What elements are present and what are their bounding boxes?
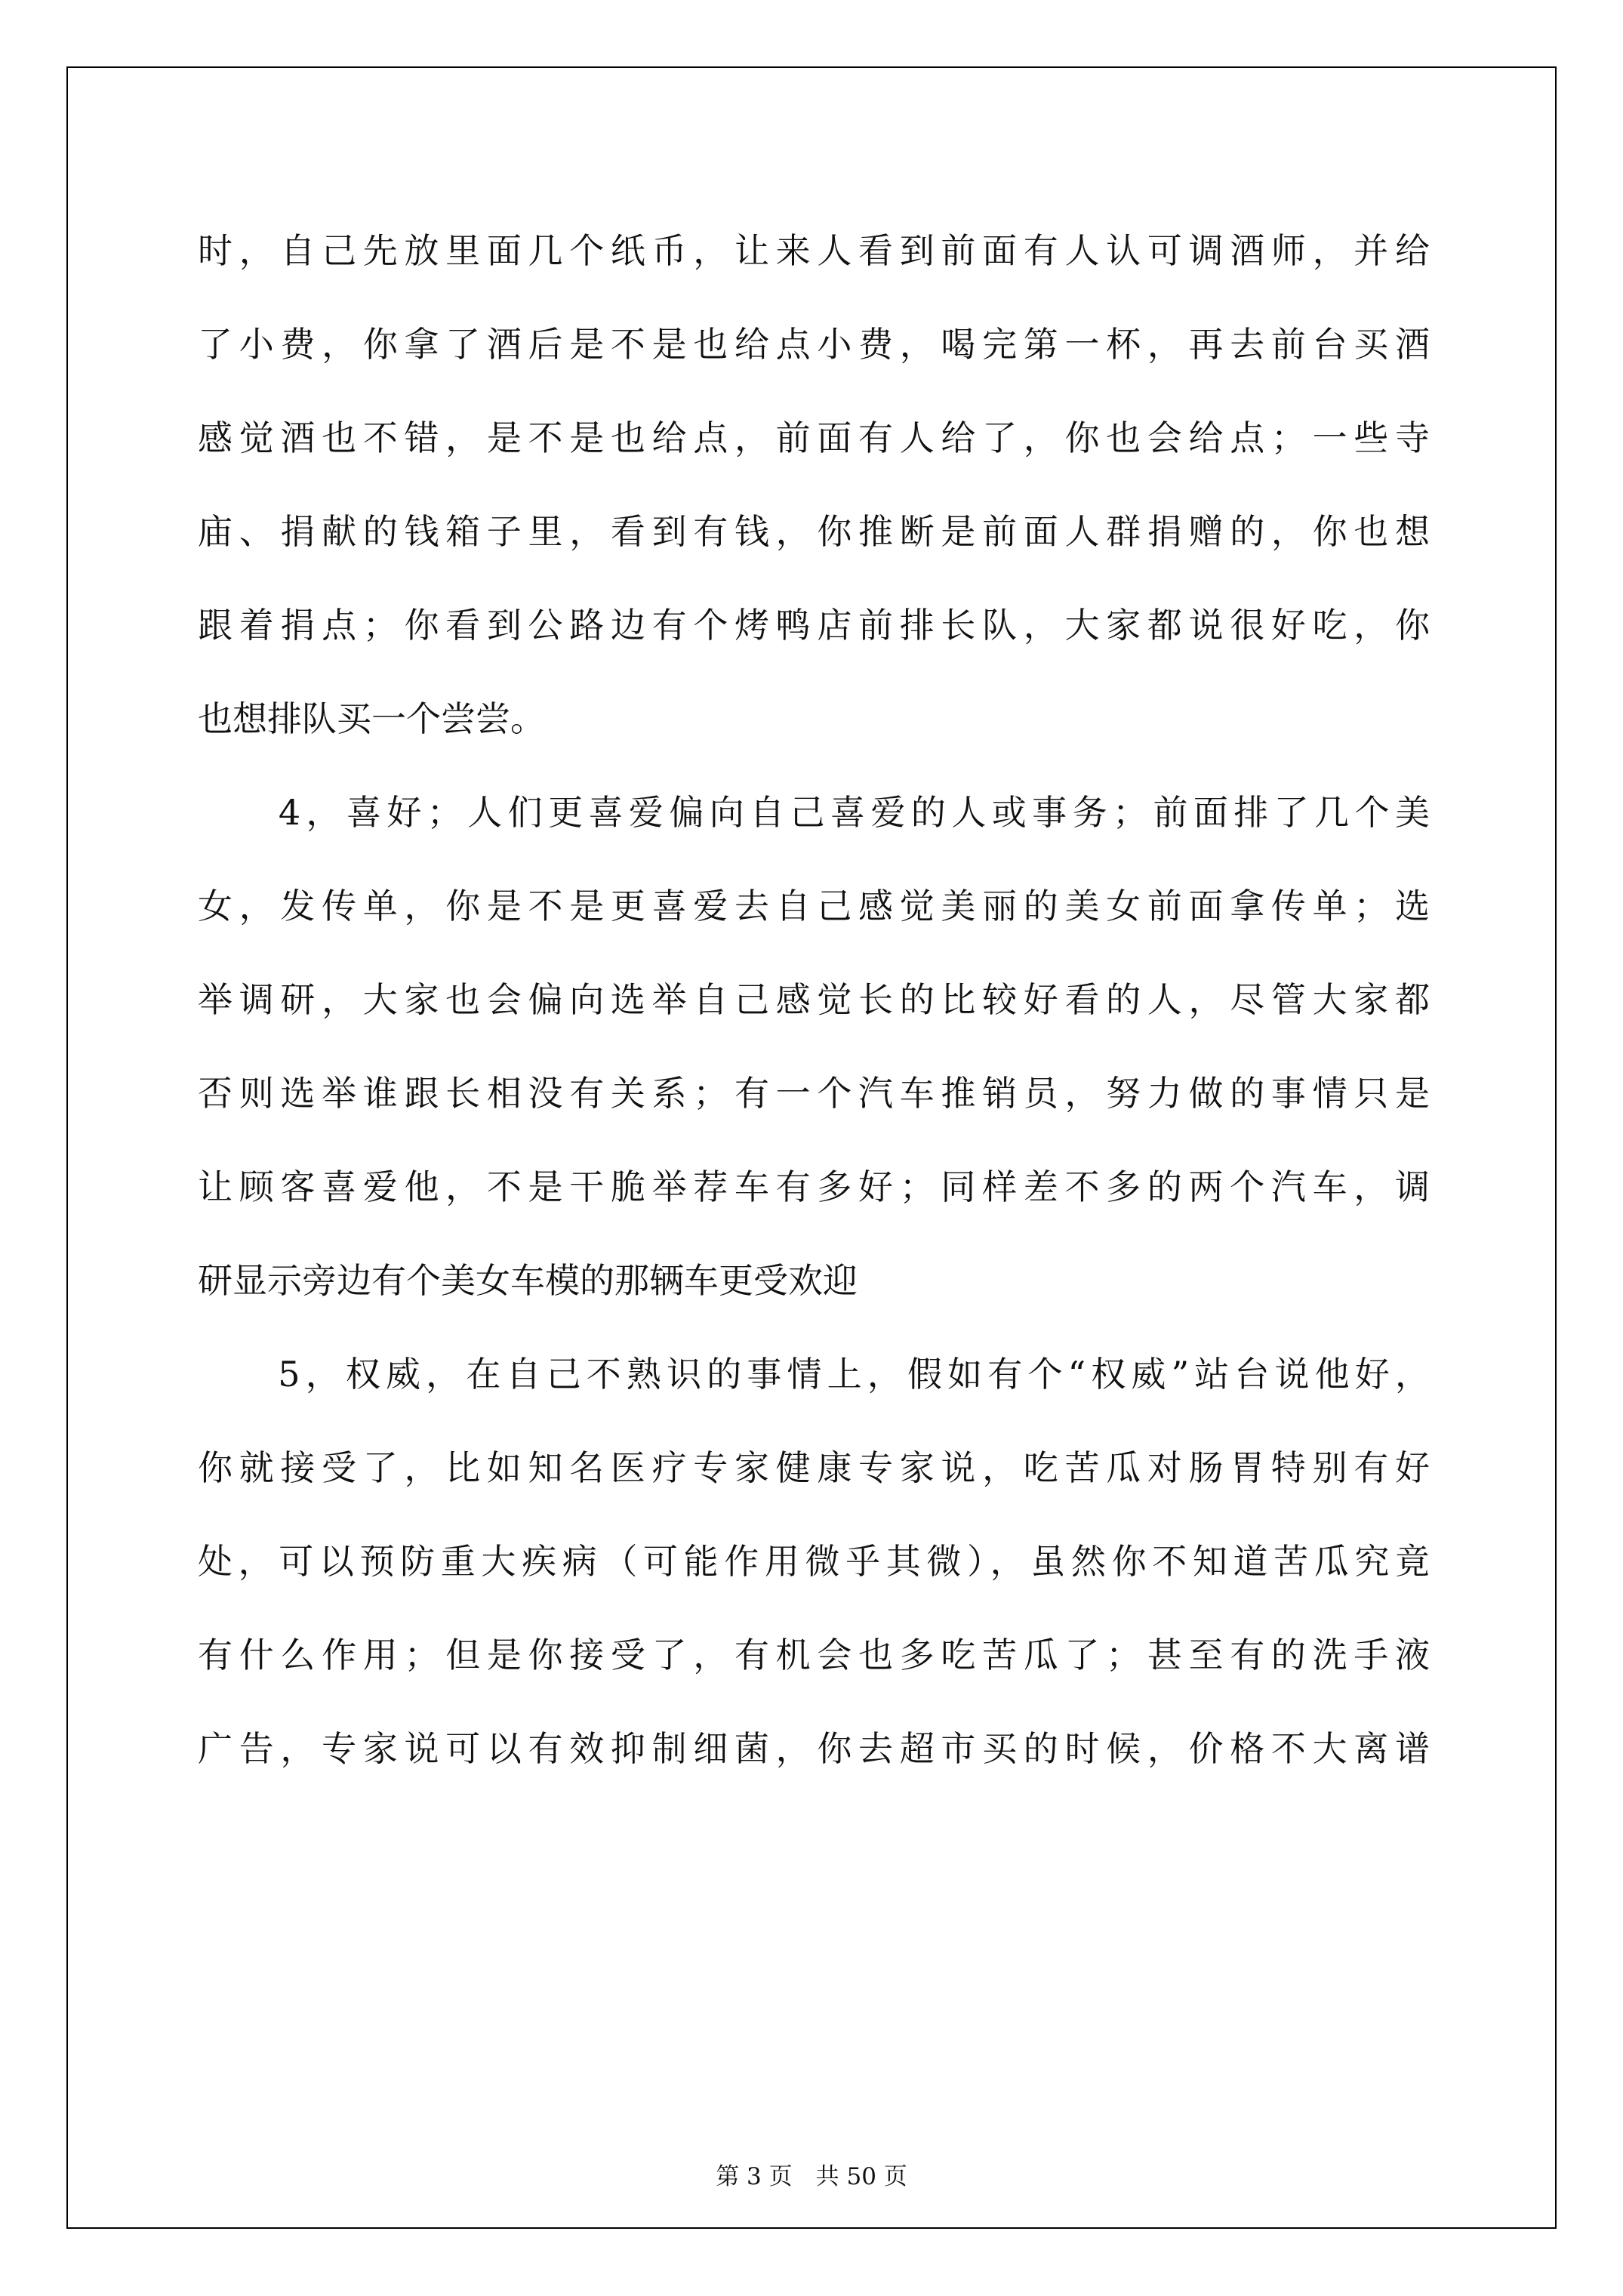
paragraph-3 [198, 1327, 1430, 1795]
text-line: 跟着捐点；你看到公路边有个烤鸭店前排长队，大家都说很好吃，你 [198, 605, 1430, 646]
text-line: 也想排队买一个尝尝。 [198, 698, 545, 739]
text-line: 广告，专家说可以有效抑制细菌，你去超市买的时候，价格不大离谱 [198, 1728, 1430, 1769]
text-line: 研显示旁边有个美女车模的那辆车更受欢迎 [198, 1260, 858, 1301]
text-line: 让顾客喜爱他，不是干脆举荐车有多好；同样差不多的两个汽车，调 [198, 1166, 1430, 1207]
text-line: 举调研，大家也会偏向选举自己感觉长的比较好看的人，尽管大家都 [198, 979, 1430, 1020]
text-line: 处，可以预防重大疾病（可能作用微乎其微），虽然你不知道苦瓜究竟 [198, 1541, 1430, 1582]
text-line: 否则选举谁跟长相没有关系；有一个汽车推销员，努力做的事情只是 [198, 1073, 1430, 1114]
page-number-footer: 第 3 页 共 50 页 [716, 2163, 907, 2190]
document-body [198, 204, 1430, 1795]
text-line: 了小费，你拿了酒后是不是也给点小费，喝完第一杯，再去前台买酒 [198, 324, 1430, 365]
text-line: 庙、捐献的钱箱子里，看到有钱，你推断是前面人群捐赠的，你也想 [198, 511, 1430, 552]
text-line: 女，发传单，你是不是更喜爱去自己感觉美丽的美女前面拿传单；选 [198, 886, 1430, 926]
paragraph-1 [198, 204, 1430, 766]
text-line: 5，权威，在自己不熟识的事情上，假如有个“权威”站台说他好， [198, 1354, 1430, 1395]
text-line: 时，自己先放里面几个纸币，让来人看到前面有人认可调酒师，并给 [198, 230, 1430, 271]
text-line: 你就接受了，比如知名医疗专家健康专家说，吃苦瓜对肠胃特别有好 [198, 1447, 1430, 1488]
paragraph-2 [198, 766, 1430, 1327]
text-line: 有什么作用；但是你接受了，有机会也多吃苦瓜了；甚至有的洗手液 [198, 1635, 1430, 1675]
text-line: 感觉酒也不错，是不是也给点，前面有人给了，你也会给点；一些寺 [198, 418, 1430, 458]
text-line: 4，喜好；人们更喜爱偏向自己喜爱的人或事务；前面排了几个美 [198, 792, 1430, 833]
